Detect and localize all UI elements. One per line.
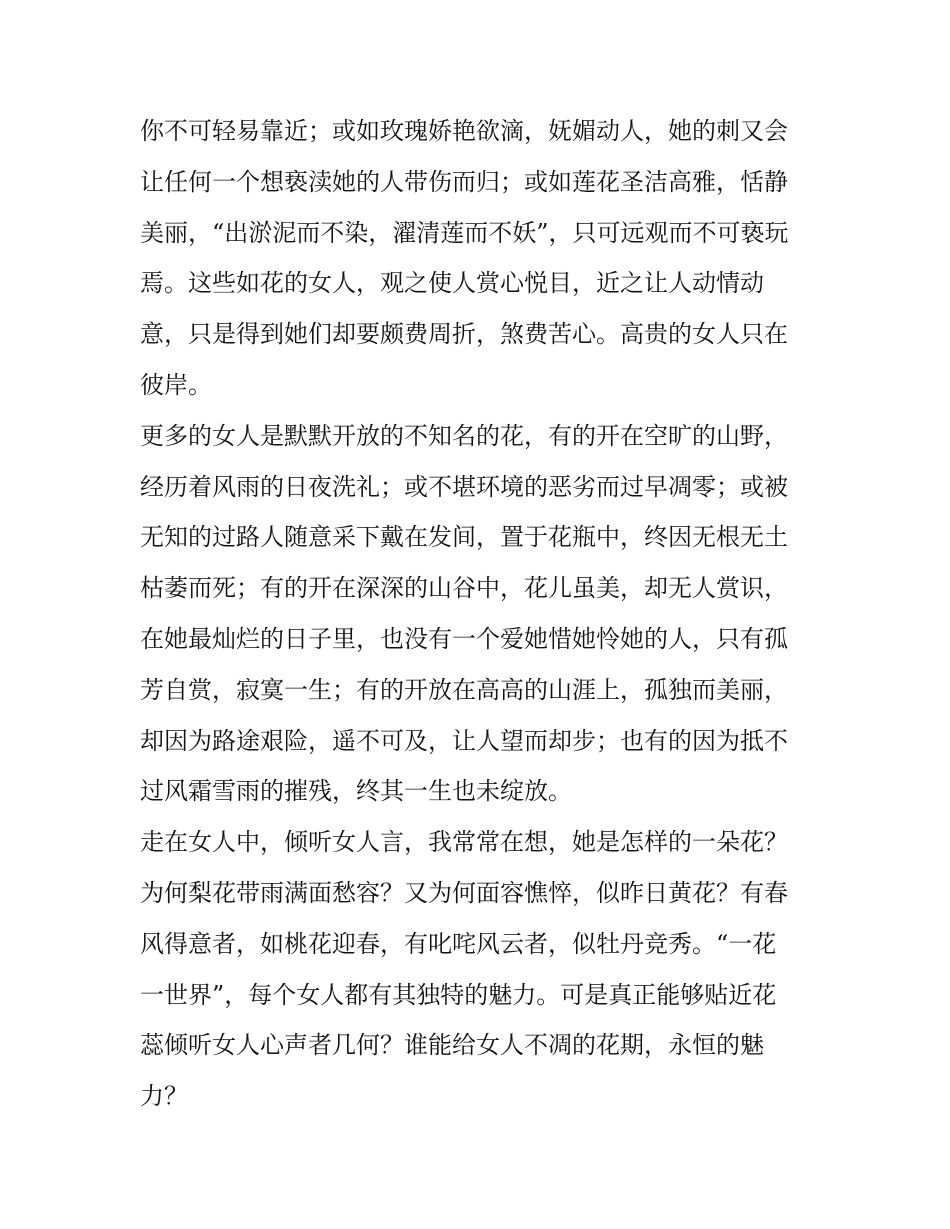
text-line: 走在女人中，倾听女人言，我常常在想，她是怎样的一朵花？ <box>140 828 788 857</box>
text-line: 焉。这些如花的女人，观之使人赏心悦目，近之让人动情动 <box>140 269 764 298</box>
text-line: 风得意者，如桃花迎春，有叱咤风云者，似牡丹竞秀。“一花 <box>140 929 777 958</box>
text-line: 芳自赏，寂寞一生；有的开放在高高的山涯上，孤独而美丽， <box>140 675 788 704</box>
text-line: 更多的女人是默默开放的不知名的花，有的开在空旷的山野， <box>140 421 788 450</box>
document-page <box>140 106 812 1122</box>
text-line: 过风霜雪雨的摧残，终其一生也未绽放。 <box>140 777 572 806</box>
text-line: 力？ <box>140 1082 188 1111</box>
text-line: 彼岸。 <box>140 370 212 399</box>
text-line: 一世界”，每个女人都有其独特的魅力。可是真正能够贴近花 <box>140 980 777 1009</box>
text-line: 枯萎而死；有的开在深深的山谷中，花儿虽美，却无人赏识， <box>140 574 788 603</box>
text-line: 经历着风雨的日夜洗礼；或不堪环境的恶劣而过早凋零；或被 <box>140 472 788 501</box>
text-line: 为何梨花带雨满面愁容？又为何面容憔悴，似昨日黄花？有春 <box>140 878 788 907</box>
text-line: 让任何一个想亵渎她的人带伤而归；或如莲花圣洁高雅，恬静 <box>140 167 788 196</box>
text-line: 在她最灿烂的日子里，也没有一个爱她惜她怜她的人，只有孤 <box>140 624 788 653</box>
text-line: 蕊倾听女人心声者几何？谁能给女人不凋的花期，永恒的魅 <box>140 1031 764 1060</box>
text-line: 美丽，“出淤泥而不染，濯清莲而不妖”，只可远观而不可亵玩 <box>140 218 789 247</box>
text-line: 却因为路途艰险，遥不可及，让人望而却步；也有的因为抵不 <box>140 726 788 755</box>
text-line: 无知的过路人随意采下戴在发间，置于花瓶中，终因无根无土 <box>140 523 788 552</box>
text-line: 你不可轻易靠近；或如玫瑰娇艳欲滴，妩媚动人，她的刺又会 <box>140 117 788 145</box>
text-line: 意，只是得到她们却要颇费周折，煞费苦心。高贵的女人只在 <box>140 320 788 349</box>
